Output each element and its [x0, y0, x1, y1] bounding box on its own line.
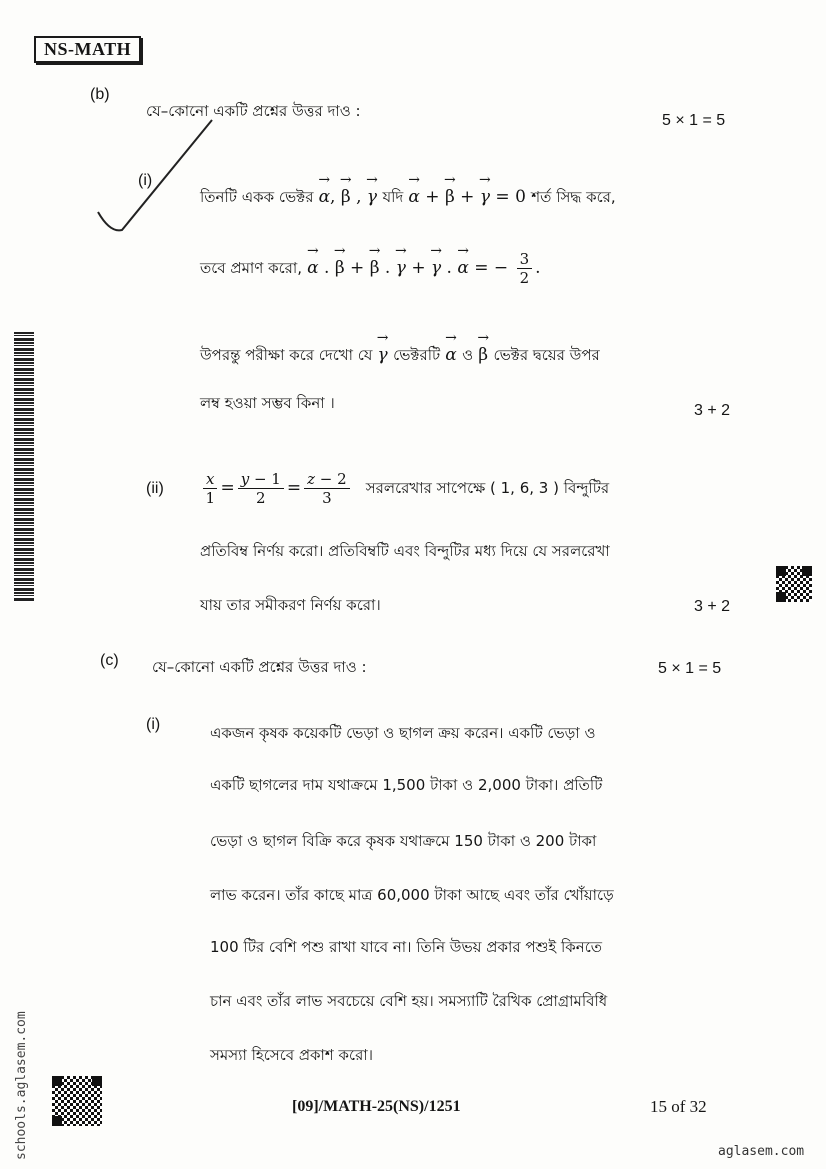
question-b-i-label: (i) [138, 172, 153, 189]
barcode-strip [14, 332, 34, 602]
question-b-ii-line3: যায় তার সমীকরণ নির্ণয় করো। [200, 596, 381, 614]
question-b-ii-label: (ii) [146, 480, 164, 497]
checkmark-icon [92, 108, 222, 238]
side-watermark: schools.aglasem.com [14, 1011, 29, 1160]
question-c-i-line: একটি ছাগলের দাম যথাক্রমে 1,500 টাকা ও 2,000 টাকা। প্রতিটি [210, 776, 603, 794]
question-b-i-line1: তিনটি একক ভেক্টর → α, → β , → γ যদি → α + → β + → γ = 0 শর্ত সিদ্ধ করে, [200, 186, 616, 211]
section-b-marks: 5 × 1 = 5 [662, 112, 726, 129]
question-c-i-line: চান এবং তাঁর লাভ সবচেয়ে বেশি হয়। সমস্যাটি রৈখিক প্রোগ্রামবিধি [210, 992, 608, 1010]
qr-code-right [776, 566, 812, 602]
paper-code-badge: NS-MATH [34, 36, 141, 63]
footer-site: aglasem.com [718, 1144, 805, 1159]
section-c-marks: 5 × 1 = 5 [658, 660, 722, 677]
question-c-i-line: লাভ করেন। তাঁর কাছে মাত্র 60,000 টাকা আছে এবং তাঁর খোঁয়াড়ে [210, 886, 614, 904]
section-b-instruction: যে–কোনো একটি প্রশ্নের উত্তর দাও : [146, 102, 361, 120]
question-b-i-line4: লম্ব হওয়া সম্ভব কিনা । [200, 394, 335, 412]
question-b-i-marks: 3 + 2 [694, 402, 731, 419]
section-c-label: (c) [100, 652, 119, 669]
section-b-label: (b) [90, 86, 110, 103]
qr-code-bottom-left [52, 1076, 102, 1126]
question-b-i-line3: উপরন্তু পরীক্ষা করে দেখো যে → γ ভেক্টরটি → α ও → β ভেক্টর দ্বয়ের উপর [200, 344, 600, 369]
question-c-i-line: ভেড়া ও ছাগল বিক্রি করে কৃষক যথাক্রমে 150 টাকা ও 200 টাকা [210, 832, 597, 850]
question-b-ii-line1: $\frac{x}{1}$ = $\frac{y - 1}{2}$ = $\frac{z - 2}{3}$ সরলরেখার সাপেক্ষে ( 1, 6, 3 ) বিন্দুটির [200, 470, 609, 507]
footer-paper-code: [09]/MATH-25(NS)/1251 [292, 1098, 461, 1115]
question-c-i-line: একজন কৃষক কয়েকটি ভেড়া ও ছাগল ক্রয় করেন। একটি ভেড়া ও [210, 724, 596, 742]
question-b-i-line2: তবে প্রমাণ করো, → α . → β + → β . → γ + → γ . → α = − $\frac{3}{2}$ . [200, 250, 541, 287]
page-number: 15 of 32 [650, 1097, 707, 1116]
question-c-i-line: 100 টির বেশি পশু রাখা যাবে না। তিনি উভয় প্রকার পশুই কিনতে [210, 938, 603, 956]
question-c-i-line: সমস্যা হিসেবে প্রকাশ করো। [210, 1046, 374, 1064]
question-b-ii-marks: 3 + 2 [694, 598, 731, 615]
question-c-i-label: (i) [146, 716, 161, 733]
section-c-instruction: যে–কোনো একটি প্রশ্নের উত্তর দাও : [152, 658, 367, 676]
question-b-ii-line2: প্রতিবিম্ব নির্ণয় করো। প্রতিবিম্বটি এবং বিন্দুটির মধ্য দিয়ে যে সরলরেখা [200, 542, 610, 560]
